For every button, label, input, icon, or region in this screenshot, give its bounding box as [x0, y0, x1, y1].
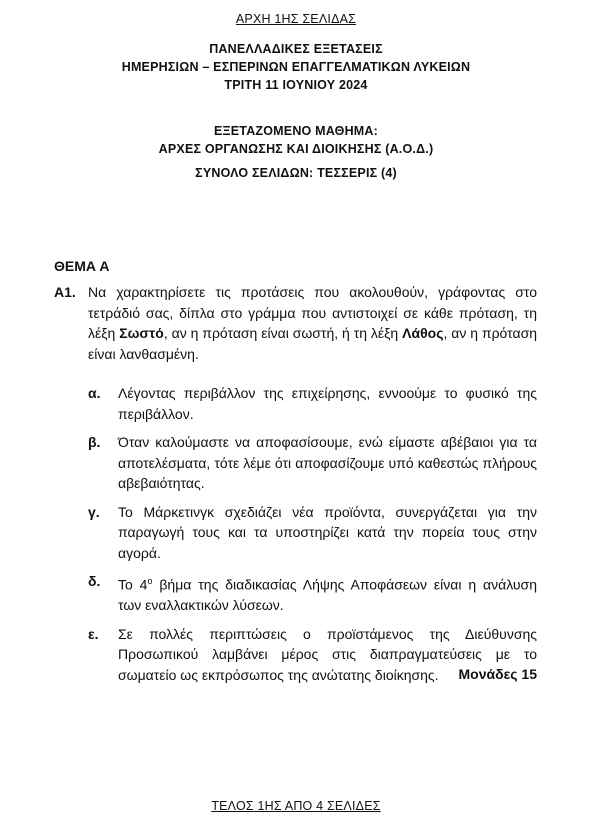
question-text-part-3: , αν η πρόταση είναι λανθασμένη. [88, 325, 537, 362]
exam-date: ΤΡΙΤΗ 11 ΙΟΥΝΙΟΥ 2024 [224, 78, 368, 92]
question-number: Α1. [54, 284, 76, 300]
statement-text [118, 571, 537, 616]
statement-letter: γ. [88, 503, 100, 520]
statement-letter: α. [88, 385, 101, 401]
page-end-footer: ΤΕΛΟΣ 1ΗΣ ΑΠΟ 4 ΣΕΛΙΔΕΣ [211, 799, 381, 813]
statement-text-before: Το 4 [118, 576, 148, 593]
statement-text: Το Μάρκετινγκ σχεδιάζει νέα προϊόντα, συνεργάζεται για την παραγωγή τους και τα υποστηρίζει κατά την πορεία τους στην αγορά. [118, 503, 537, 561]
statement-item [88, 432, 537, 494]
subject-name: ΑΡΧΕΣ ΟΡΓΑΝΩΣΗΣ ΚΑΙ ΔΙΟΙΚΗΣΗΣ (Α.Ο.Δ.) [158, 142, 434, 156]
statement-text: Λέγοντας περιβάλλον της επιχείρησης, εννοούμε το φυσικό της περιβάλλον. [118, 385, 537, 422]
statement-letter: β. [88, 434, 101, 450]
word-false: Λάθος [402, 325, 444, 341]
statement-text: Όταν καλούμαστε να αποφασίσουμε, ενώ είμαστε αβέβαιοι για τα αποτελέσματα, τότε λέμε ότι αποφασίζουμε υπό καθεστώς πλήρους αβεβαιότητας. [118, 434, 537, 491]
section-heading: ΘΕΜΑ Α [54, 258, 110, 274]
question-text-part-1: Να χαρακτηρίσετε τις προτάσεις που ακολουθούν, γράφοντας στο τετράδιό σας, δίπλα στο γράμμα που αντιστοιχεί σε κάθε πρόταση, τη λέξη [88, 284, 537, 341]
subject-block [0, 122, 592, 158]
statement-item [88, 383, 537, 424]
statement-letter: ε. [88, 625, 99, 642]
exam-title-line-2: ΗΜΕΡΗΣΙΩΝ – ΕΣΠΕΡΙΝΩΝ ΕΠΑΓΓΕΛΜΑΤΙΚΩΝ ΛΥΚΕΙΩΝ [121, 60, 471, 74]
exam-title-line-1: ΠΑΝΕΛΛΑΔΙΚΕΣ ΕΞΕΤΑΣΕΙΣ [209, 42, 383, 56]
ordinal-superscript: ο [147, 576, 153, 586]
question-a1 [54, 282, 537, 364]
statement-text-after: βήμα της διαδικασίας Λήψης Αποφάσεων είναι η ανάλυση των εναλλακτικών λύσεων. [118, 576, 537, 614]
question-text [88, 282, 537, 364]
subject-label: ΕΞΕΤΑΖΟΜΕΝΟ ΜΑΘΗΜΑ: [213, 124, 379, 138]
statement-item [88, 571, 537, 616]
statement-list [88, 383, 537, 693]
total-pages: ΣΥΝΟΛΟ ΣΕΛΙΔΩΝ: ΤΕΣΣΕΡΙΣ (4) [195, 166, 397, 180]
statement-text: Σε πολλές περιπτώσεις ο προϊστάμενος της Διεύθυνσης Προσωπικού λαμβάνει μέρος στις διαπραγματεύσεις με το σωματείο ως εκπρόσωπος της ανώτατης διοίκησης. [118, 625, 537, 683]
page-start-header: ΑΡΧΗ 1ΗΣ ΣΕΛΙΔΑΣ [235, 12, 357, 26]
statement-letter: δ. [88, 573, 101, 589]
word-true: Σωστό [119, 325, 164, 341]
question-text-part-2: , αν η πρόταση είναι σωστή, ή τη λέξη [163, 325, 403, 341]
marks-label: Μονάδες 15 [458, 666, 537, 682]
statement-item [88, 502, 537, 564]
exam-title-block [0, 40, 592, 94]
